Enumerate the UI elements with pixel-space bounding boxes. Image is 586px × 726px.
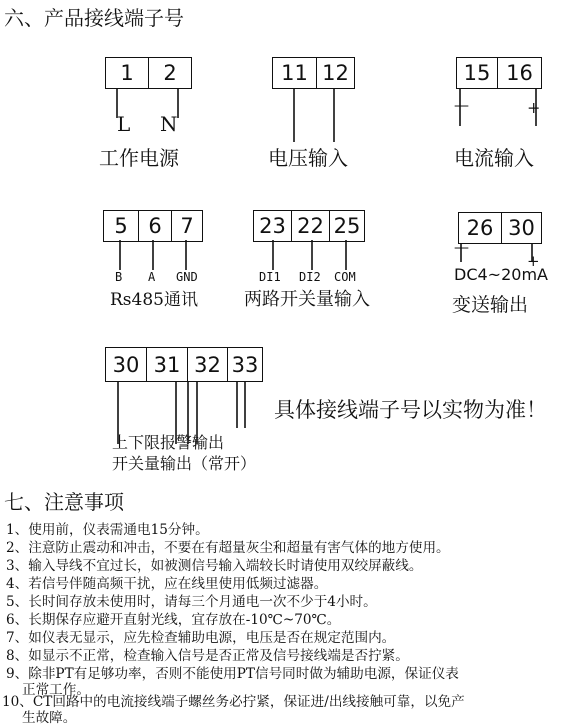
terminal-6: 6 [138,211,171,241]
section-6-title: 六、产品接线端子号 [4,6,184,30]
notice-item-9: 9、除非PT有足够功率，否则不能使用PT信号同时做为辅助电源，保证仪表 [6,666,459,682]
terminal-block-voltage [272,57,355,89]
terminal-32: 32 [187,348,227,381]
current-minus: — [454,96,469,114]
terminal-26: 26 [466,216,494,240]
terminal-22: 22 [291,211,329,241]
transmit-label: 变送输出 [452,294,529,316]
terminal-7: 7 [171,211,202,241]
terminal-block-transmit [458,212,542,244]
wiring-notice: 具体接线端子号以实物为准！ [274,398,547,422]
pin-b: B [115,270,123,284]
transmit-minus: — [454,238,469,256]
alarm-label-line2: 开关量输出（常开） [112,454,257,473]
terminal-block-rs485 [103,210,203,242]
notice-item-10: 10、CT回路中的电流接线端子螺丝务必拧紧，保证进/出线接触可靠，以免产 [2,694,465,710]
terminal-23: 23 [259,214,286,238]
terminal-31: 31 [146,348,187,381]
di-label: 两路开关量输入 [244,289,370,310]
transmit-range: DC4~20mA [454,265,548,284]
rs485-label: Rs485通讯 [110,290,198,310]
current-plus: + [527,98,541,117]
pin-com: COM [334,270,356,284]
terminal-33: 33 [227,348,262,381]
notice-item-9-cont: 正常工作。 [22,682,90,698]
power-label: 工作电源 [99,146,179,170]
pin-di2: DI2 [299,270,321,284]
terminal-25: 25 [329,211,364,241]
terminal-15: 15 [463,61,491,85]
notice-item-7: 7、如仪表无显示，应先检查辅助电源，电压是否在规定范围内。 [6,630,396,646]
notice-item-5: 5、长时间存放未使用时，请每三个月通电一次不少于4小时。 [6,594,377,610]
pin-l: L [117,112,131,136]
terminal-30-alarm: 30 [112,352,140,377]
pin-gnd: GND [176,270,198,284]
terminal-12: 12 [316,58,354,88]
notice-item-2: 2、注意防止震动和冲击，不要在有超量灰尘和超量有害气体的地方使用。 [6,540,450,556]
notice-item-4: 4、若信号伴随高频干扰，应在线里使用低频过滤器。 [6,576,328,592]
terminal-block-alarm [105,347,263,382]
pin-a: A [148,270,156,284]
terminal-block-di [253,210,365,242]
alarm-label-line1: 上下限报警输出 [112,433,225,452]
notice-item-8: 8、如显示不正常，检查输入信号是否正常及信号接线端是否拧紧。 [6,648,409,664]
terminal-30: 30 [501,213,541,243]
section-7-title: 七、注意事项 [4,490,124,514]
terminal-block-current [456,57,542,89]
terminal-block-power [105,57,192,89]
notice-item-10-cont: 生故障。 [22,710,77,726]
notice-item-3: 3、输入导线不宜过长，如被测信号输入端较长时请使用双绞屏蔽线。 [6,558,423,574]
current-label: 电流输入 [454,146,534,170]
terminal-1: 1 [120,61,134,85]
terminal-16: 16 [497,58,541,88]
transmit-plus: + [527,252,540,270]
notice-item-6: 6、长期保存应避开直射光线，宜存放在-10℃~70℃。 [6,612,341,628]
notice-item-1: 1、使用前，仪表需通电15分钟。 [6,522,209,538]
terminal-5: 5 [114,214,128,238]
terminal-2: 2 [148,58,191,88]
terminal-11: 11 [281,61,308,85]
pin-di1: DI1 [259,270,281,284]
pin-n: N [160,112,178,136]
voltage-label: 电压输入 [268,146,348,170]
